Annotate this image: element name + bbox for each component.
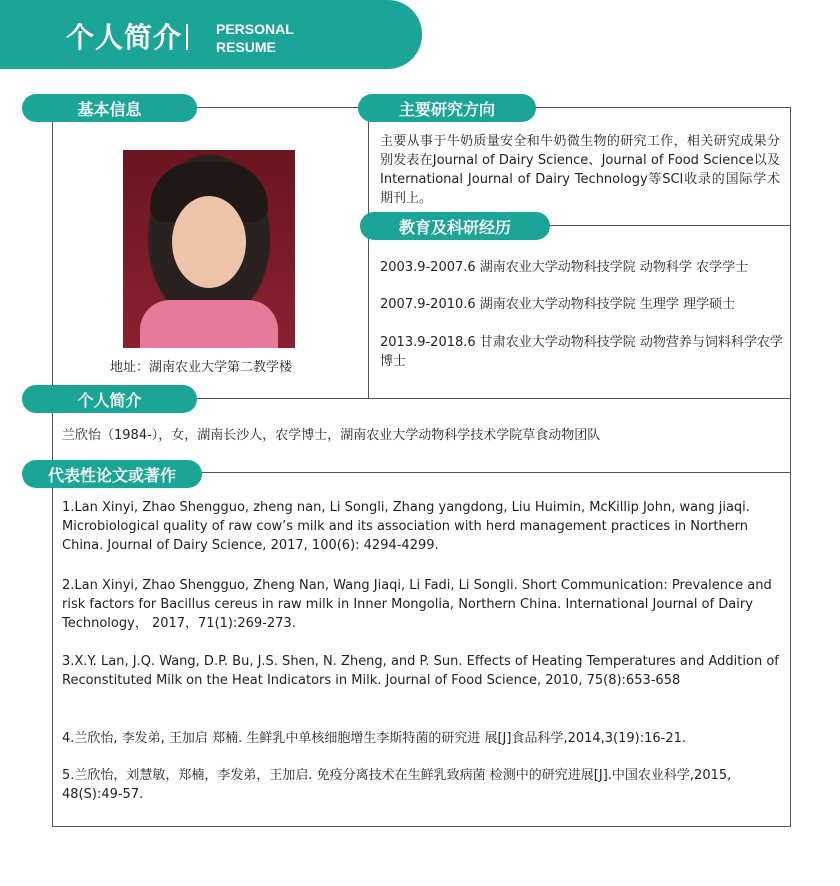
publication-item: 2.Lan Xinyi, Zhao Shengguo, Zheng Nan, Wang Jiaqi, Li Fadi, Li Songli. Short Communication: Prevalence and risk factors for Bacillus cereus in raw milk in Inner Mongolia, Northern China. International Journal of Dairy Technology， 2017，71(1):269-273. bbox=[62, 578, 772, 631]
banner-divider bbox=[186, 24, 188, 50]
banner-title-cn: 个人简介 bbox=[66, 21, 183, 54]
frame-right bbox=[790, 107, 791, 827]
publication-item: 4.兰欣怡, 李发弟, 王加启 郑楠. 生鲜乳中单核细胞增生李斯特菌的研究进 展[J]食品科学,2014,3(19):16-21. bbox=[62, 731, 687, 746]
profile-heading: 个人简介 bbox=[22, 385, 197, 413]
basic-info-heading: 基本信息 bbox=[22, 94, 197, 122]
publication-item: 1.Lan Xinyi, Zhao Shengguo, zheng nan, Li Songli, Zhang yangdong, Liu Huimin, McKillip John, wang jiaqi. Microbiological quality of raw cow’s milk and its association with herd management practices in Northern China. Journal of Dairy Science, 2017, 100(6): 4294-4299. bbox=[62, 500, 750, 553]
publication-item: 5.兰欣怡，刘慧敏，郑楠，李发弟，王加启. 免疫分离技术在生鲜乳致病菌 检测中的研究进展[J].中国农业科学,2015, 48(S):49-57. bbox=[62, 768, 732, 802]
education-item: 2003.9-2007.6 湖南农业大学动物科技学院 动物科学 农学学士 bbox=[380, 260, 749, 275]
banner-title-en-line1: PERSONAL bbox=[216, 21, 294, 37]
header-banner bbox=[0, 0, 422, 69]
education-heading: 教育及科研经历 bbox=[360, 212, 550, 240]
banner-title-en-line2: RESUME bbox=[216, 39, 276, 55]
education-item: 2007.9-2010.6 湖南农业大学动物科技学院 生理学 理学硕士 bbox=[380, 297, 736, 312]
frame-bottom bbox=[52, 826, 791, 827]
address-text: 地址：湖南农业大学第二教学楼 bbox=[110, 360, 293, 375]
column-divider bbox=[368, 107, 369, 398]
publications-heading: 代表性论文或著作 bbox=[22, 460, 202, 488]
photo-shirt bbox=[140, 300, 278, 348]
banner-title-en bbox=[216, 20, 294, 56]
profile-text: 兰欣怡（1984-），女，湖南长沙人，农学博士，湖南农业大学动物科学技术学院草食动物团队 bbox=[62, 428, 601, 443]
publication-item: 3.X.Y. Lan, J.Q. Wang, D.P. Bu, J.S. Shen, N. Zheng, and P. Sun. Effects of Heating Temperatures and Addition of Reconstituted Milk on the Heat Indicators in Milk. Journal of Food Science, 2010, 75(8):653-658 bbox=[62, 654, 779, 688]
photo-face bbox=[172, 196, 246, 288]
research-heading: 主要研究方向 bbox=[358, 94, 536, 122]
education-item: 2013.9-2018.6 甘肃农业大学动物科技学院 动物营养与饲料科学农学博士 bbox=[380, 335, 783, 369]
research-text: 主要从事于牛奶质量安全和牛奶微生物的研究工作，相关研究成果分别发表在Journal of Dairy Science、Journal of Food Science以及International Journal of Dairy Technology等SCI收录的国际学术期刊上。 bbox=[380, 134, 780, 206]
